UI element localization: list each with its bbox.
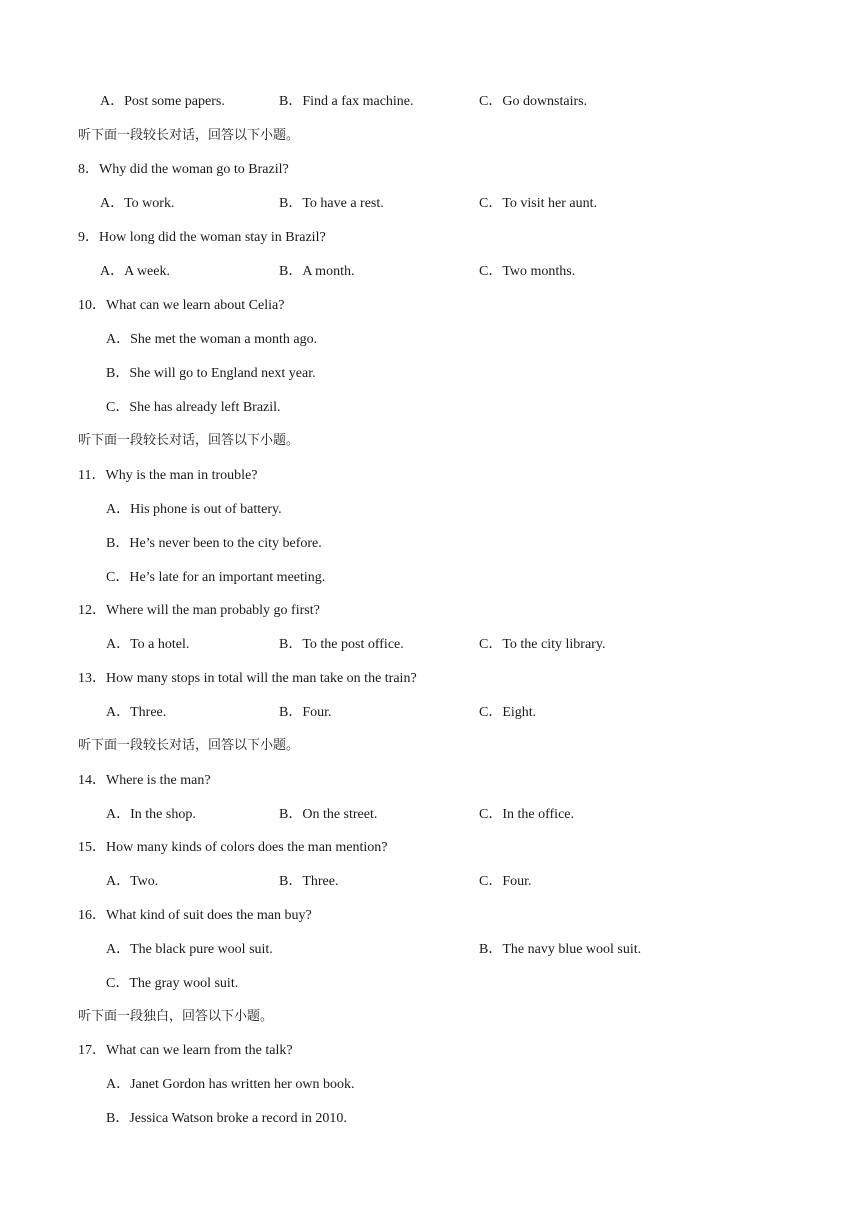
section-instruction-text: 听下面一段较长对话，回答以下小题。 — [78, 128, 300, 143]
question-stem — [0, 601, 860, 621]
answer-option-a: A．In the shop. — [106, 807, 196, 822]
answer-option-a: A．The black pure wool suit. — [106, 942, 273, 957]
answer-option-row — [0, 500, 860, 520]
answer-option-c: C．To the city library. — [479, 637, 606, 652]
question-text: 12．Where will the man probably go first? — [78, 603, 320, 618]
section-instruction-text: 听下面一段较长对话，回答以下小题。 — [78, 738, 300, 753]
answer-option-b: B．A month. — [279, 264, 355, 279]
question-stem — [0, 838, 860, 858]
answer-option-b: B．Find a fax machine. — [279, 94, 414, 109]
section-instruction — [0, 431, 860, 451]
section-instruction — [0, 1007, 860, 1027]
question-stem — [0, 906, 860, 926]
answer-option-c: C．Two months. — [479, 264, 576, 279]
question-text: 9．How long did the woman stay in Brazil? — [78, 230, 326, 245]
answer-options-row — [0, 92, 860, 112]
answer-option-row — [0, 398, 860, 418]
question-text: 15．How many kinds of colors does the man mention? — [78, 840, 388, 855]
answer-option-c: C．To visit her aunt. — [479, 196, 598, 211]
answer-option-b: B．To have a rest. — [279, 196, 384, 211]
answer-option-b: B．On the street. — [279, 807, 378, 822]
question-stem — [0, 1041, 860, 1061]
section-instruction — [0, 736, 860, 756]
answer-options-row — [0, 635, 860, 655]
question-stem — [0, 669, 860, 689]
answer-option-b: B．Three. — [279, 874, 339, 889]
question-stem — [0, 296, 860, 316]
answer-option-row — [0, 1109, 860, 1129]
answer-option: B．He’s never been to the city before. — [106, 536, 322, 551]
answer-option: C．She has already left Brazil. — [106, 400, 281, 415]
answer-option-row — [0, 974, 860, 994]
answer-option-row — [0, 364, 860, 384]
question-text: 17．What can we learn from the talk? — [78, 1043, 293, 1058]
question-stem — [0, 228, 860, 248]
section-instruction-text: 听下面一段较长对话，回答以下小题。 — [78, 433, 300, 448]
answer-option: C．The gray wool suit. — [106, 976, 239, 991]
answer-option-a: A．Three. — [106, 705, 167, 720]
answer-option-b: B．To the post office. — [279, 637, 404, 652]
section-instruction-text: 听下面一段独白，回答以下小题。 — [78, 1009, 274, 1024]
answer-option: A．Janet Gordon has written her own book. — [106, 1077, 355, 1092]
answer-option-c: C．Four. — [479, 874, 532, 889]
answer-option-a: A．A week. — [100, 264, 170, 279]
answer-option-a: A．To work. — [100, 196, 175, 211]
question-text: 8．Why did the woman go to Brazil? — [78, 162, 289, 177]
answer-options-row — [0, 262, 860, 282]
answer-option-a: A．Two. — [106, 874, 159, 889]
answer-option-b: B．The navy blue wool suit. — [479, 942, 642, 957]
answer-option-a: A．To a hotel. — [106, 637, 190, 652]
answer-options-row — [0, 703, 860, 723]
answer-options-row — [0, 194, 860, 214]
question-text: 16．What kind of suit does the man buy? — [78, 908, 312, 923]
answer-options-row — [0, 805, 860, 825]
answer-options-row — [0, 940, 860, 960]
answer-option-a: A．Post some papers. — [100, 94, 225, 109]
answer-option-c: C．Eight. — [479, 705, 537, 720]
answer-option-c: C．Go downstairs. — [479, 94, 588, 109]
answer-option-row — [0, 534, 860, 554]
answer-options-row — [0, 872, 860, 892]
answer-option-row — [0, 330, 860, 350]
answer-option: A．His phone is out of battery. — [106, 502, 282, 517]
section-instruction — [0, 126, 860, 146]
answer-option: B．She will go to England next year. — [106, 366, 316, 381]
question-text: 14．Where is the man? — [78, 773, 211, 788]
answer-option: B．Jessica Watson broke a record in 2010. — [106, 1111, 347, 1126]
answer-option-b: B．Four. — [279, 705, 332, 720]
question-text: 13．How many stops in total will the man take on the train? — [78, 671, 417, 686]
answer-option: A．She met the woman a month ago. — [106, 332, 318, 347]
question-stem — [0, 160, 860, 180]
answer-option: C．He’s late for an important meeting. — [106, 570, 326, 585]
question-text: 11．Why is the man in trouble? — [78, 468, 258, 483]
question-stem — [0, 466, 860, 486]
question-text: 10．What can we learn about Celia? — [78, 298, 285, 313]
answer-option-row — [0, 568, 860, 588]
question-stem — [0, 771, 860, 791]
answer-option-c: C．In the office. — [479, 807, 574, 822]
answer-option-row — [0, 1075, 860, 1095]
